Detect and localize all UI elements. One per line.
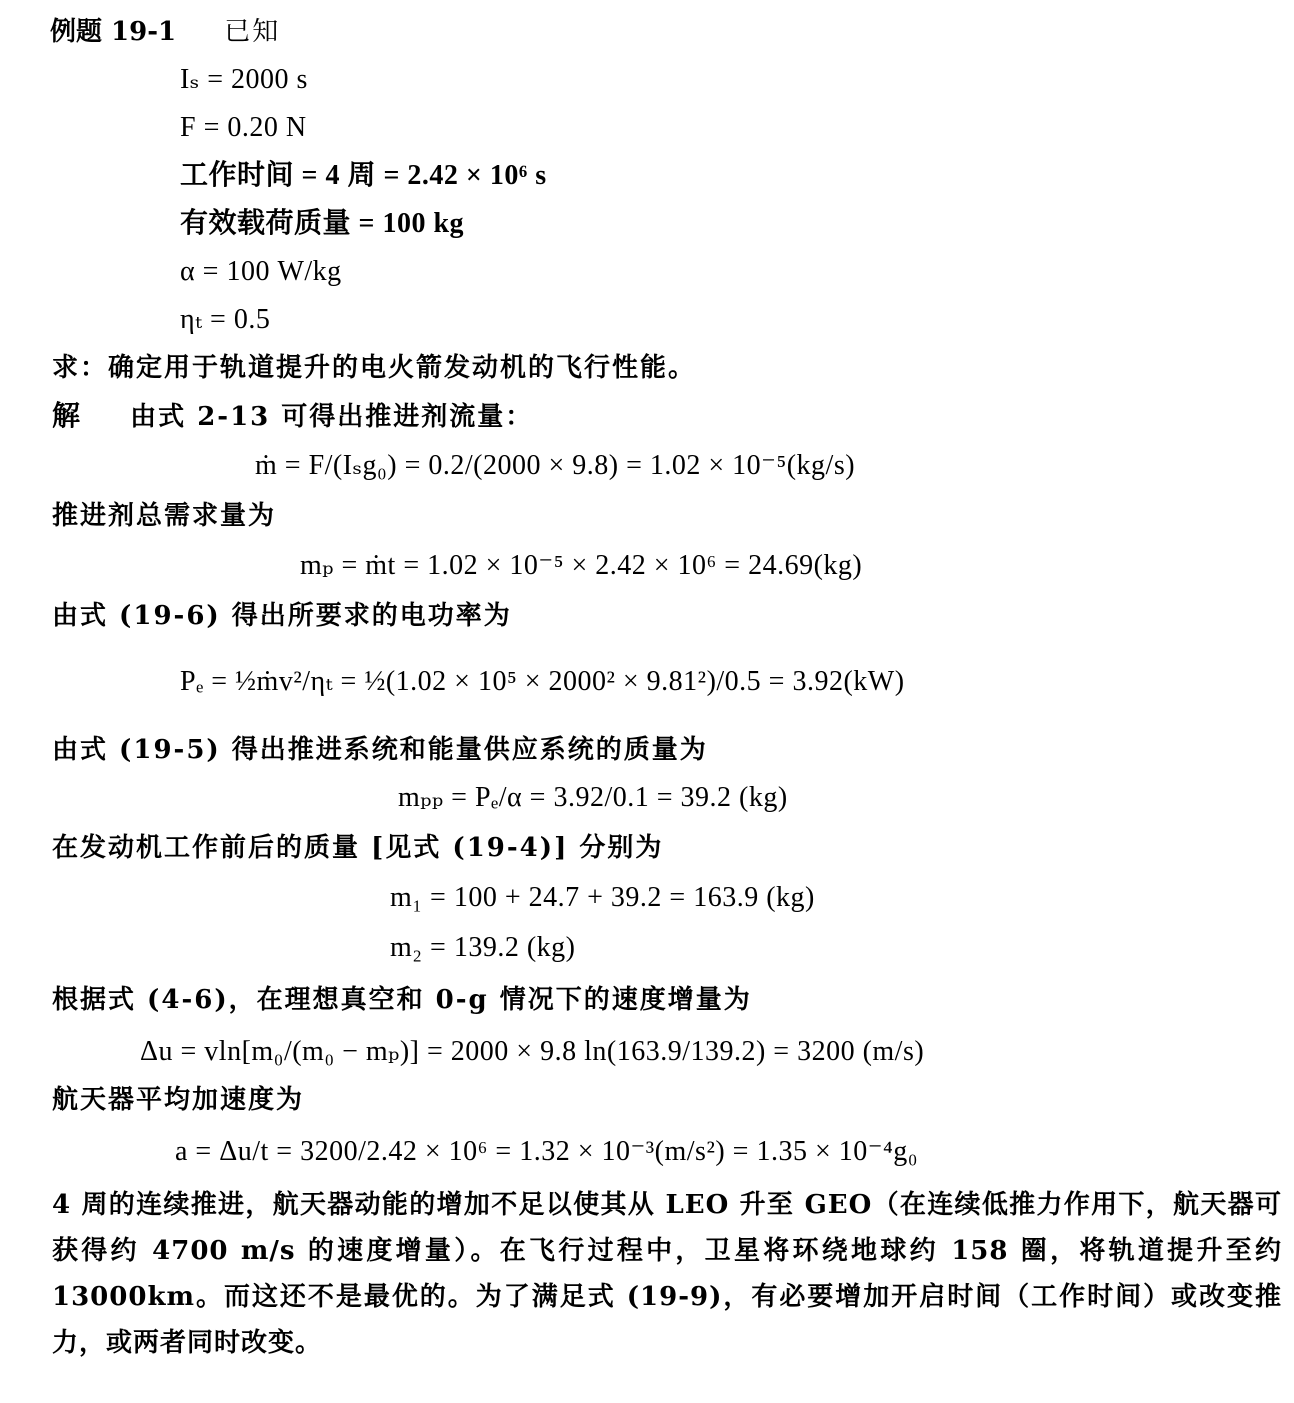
equation-initial-mass: m₁ = 100 + 24.7 + 39.2 = 163.9 (kg) (390, 882, 815, 913)
equation-power-plant-mass: mₚₚ = Pₑ/α = 3.92/0.1 = 39.2 (kg) (398, 782, 788, 813)
example-label: 例题 19-1 (50, 17, 177, 47)
given-efficiency: ηₜ = 0.5 (180, 304, 271, 335)
equation-electric-power: Pₑ = ½ṁv²/ηₜ = ½(1.02 × 10⁵ × 2000² × 9.81²)/0.5 = 3.92(kW) (180, 666, 905, 697)
text-electric-power: 由式 (19-6) 得出所要求的电功率为 (52, 601, 512, 631)
solution-label: 解 (52, 399, 83, 432)
text-velocity-increment: 根据式 (4-6)，在理想真空和 0-g 情况下的速度增量为 (52, 985, 752, 1015)
question-text: 求：确定用于轨道提升的电火箭发动机的飞行性能。 (52, 353, 697, 383)
given-duration: 工作时间 = 4 周 = 2.42 × 10⁶ s (180, 160, 547, 191)
given-payload: 有效载荷质量 = 100 kg (180, 208, 465, 239)
given-thrust: F = 0.20 N (180, 112, 307, 143)
example-header (50, 16, 280, 48)
given-isp: Iₛ = 2000 s (180, 64, 308, 95)
equation-velocity-increment: Δu = vln[m₀/(m₀ − mₚ)] = 2000 × 9.8 ln(163.9/139.2) = 3200 (m/s) (140, 1036, 925, 1067)
equation-final-mass: m₂ = 139.2 (kg) (390, 932, 576, 963)
given-label: 已知 (224, 17, 281, 47)
solution-intro (52, 400, 533, 433)
conclusion-paragraph: 4 周的连续推进，航天器动能的增加不足以使其从 LEO 升至 GEO（在连续低推力作用下，航天器可获得约 4700 m/s 的速度增量）。在飞行过程中，卫星将环绕地球约 158 圈，将轨道提升至约 13000km。而这还不是最优的。为了满足式 (19-9)，有必要增加开启时间（工作时间）或改变推力，或两者同时改变。 (52, 1190, 1282, 1358)
text-total-propellant: 推进剂总需求量为 (52, 501, 277, 531)
text-system-mass: 由式 (19-5) 得出推进系统和能量供应系统的质量为 (52, 735, 708, 765)
equation-propellant-mass: mₚ = ṁt = 1.02 × 10⁻⁵ × 2.42 × 10⁶ = 24.69(kg) (300, 550, 863, 581)
equation-acceleration: a = Δu/t = 3200/2.42 × 10⁶ = 1.32 × 10⁻³(m/s²) = 1.35 × 10⁻⁴g₀ (175, 1136, 919, 1167)
given-alpha: α = 100 W/kg (180, 256, 342, 287)
equation-mass-flow: ṁ = F/(Iₛg₀) = 0.2/(2000 × 9.8) = 1.02 × 10⁻⁵(kg/s) (255, 450, 856, 481)
solution-intro-text: 由式 2-13 可得出推进剂流量： (130, 402, 534, 432)
text-average-acceleration: 航天器平均加速度为 (52, 1085, 305, 1115)
text-mass-before-after: 在发动机工作前后的质量 [见式 (19-4)] 分别为 (52, 833, 664, 863)
